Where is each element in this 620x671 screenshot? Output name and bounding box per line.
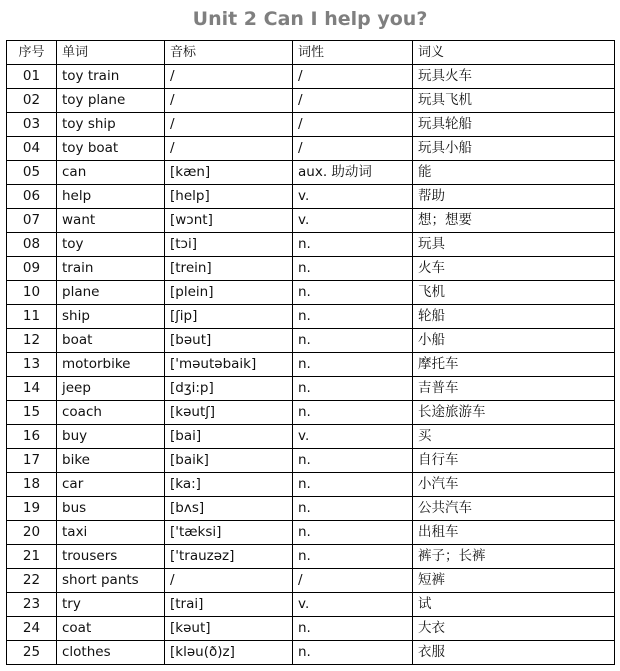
cell-phonetic: /	[165, 137, 293, 161]
cell-word: trousers	[57, 545, 165, 569]
cell-num: 12	[7, 329, 57, 353]
cell-num: 01	[7, 65, 57, 89]
cell-num: 10	[7, 281, 57, 305]
cell-word: boat	[57, 329, 165, 353]
cell-meaning: 自行车	[413, 449, 615, 473]
cell-num: 06	[7, 185, 57, 209]
cell-num: 07	[7, 209, 57, 233]
table-row	[7, 377, 615, 401]
cell-phonetic: [kəutʃ]	[165, 401, 293, 425]
table-row	[7, 161, 615, 185]
table-row	[7, 401, 615, 425]
page-title: Unit 2 Can I help you?	[192, 8, 428, 30]
cell-pos: /	[293, 113, 413, 137]
cell-phonetic: [tɔi]	[165, 233, 293, 257]
cell-meaning: 玩具轮船	[413, 113, 615, 137]
cell-pos: n.	[293, 329, 413, 353]
cell-num: 20	[7, 521, 57, 545]
cell-meaning: 衣服	[413, 641, 615, 665]
cell-phonetic: ['trauzəz]	[165, 545, 293, 569]
cell-pos: v.	[293, 593, 413, 617]
table-row	[7, 329, 615, 353]
cell-phonetic: [baik]	[165, 449, 293, 473]
cell-pos: n.	[293, 401, 413, 425]
cell-pos: n.	[293, 377, 413, 401]
table-row	[7, 281, 615, 305]
cell-meaning: 试	[413, 593, 615, 617]
cell-phonetic: [help]	[165, 185, 293, 209]
cell-pos: n.	[293, 449, 413, 473]
cell-word: help	[57, 185, 165, 209]
cell-phonetic: /	[165, 65, 293, 89]
cell-meaning: 玩具火车	[413, 65, 615, 89]
cell-num: 18	[7, 473, 57, 497]
cell-meaning: 玩具	[413, 233, 615, 257]
cell-meaning: 买	[413, 425, 615, 449]
table-row	[7, 185, 615, 209]
table-row	[7, 257, 615, 281]
cell-pos: n.	[293, 353, 413, 377]
cell-word: can	[57, 161, 165, 185]
cell-num: 14	[7, 377, 57, 401]
cell-meaning: 玩具飞机	[413, 89, 615, 113]
cell-meaning: 能	[413, 161, 615, 185]
cell-word: train	[57, 257, 165, 281]
cell-pos: v.	[293, 425, 413, 449]
cell-word: taxi	[57, 521, 165, 545]
cell-word: toy boat	[57, 137, 165, 161]
vocabulary-table	[6, 40, 615, 665]
table-header-row	[7, 41, 615, 65]
table-row	[7, 617, 615, 641]
table-row	[7, 65, 615, 89]
cell-phonetic: /	[165, 113, 293, 137]
header-word: 单词	[57, 41, 165, 65]
cell-phonetic: [bʌs]	[165, 497, 293, 521]
cell-word: toy plane	[57, 89, 165, 113]
cell-pos: n.	[293, 305, 413, 329]
table-row	[7, 593, 615, 617]
cell-word: jeep	[57, 377, 165, 401]
cell-phonetic: [kləu(ð)z]	[165, 641, 293, 665]
table-row	[7, 305, 615, 329]
cell-meaning: 小船	[413, 329, 615, 353]
cell-pos: /	[293, 65, 413, 89]
cell-pos: n.	[293, 545, 413, 569]
table-body	[7, 65, 615, 665]
table-row	[7, 137, 615, 161]
cell-meaning: 想；想要	[413, 209, 615, 233]
cell-num: 03	[7, 113, 57, 137]
cell-phonetic: /	[165, 89, 293, 113]
cell-num: 08	[7, 233, 57, 257]
cell-num: 13	[7, 353, 57, 377]
header-num: 序号	[7, 41, 57, 65]
cell-word: toy ship	[57, 113, 165, 137]
cell-phonetic: /	[165, 569, 293, 593]
cell-num: 16	[7, 425, 57, 449]
cell-phonetic: [ka:]	[165, 473, 293, 497]
table-row	[7, 545, 615, 569]
table-row	[7, 569, 615, 593]
cell-phonetic: [dʒi:p]	[165, 377, 293, 401]
table-row	[7, 641, 615, 665]
table-row	[7, 425, 615, 449]
table-row	[7, 113, 615, 137]
cell-word: clothes	[57, 641, 165, 665]
cell-meaning: 玩具小船	[413, 137, 615, 161]
cell-meaning: 摩托车	[413, 353, 615, 377]
cell-meaning: 帮助	[413, 185, 615, 209]
table-row	[7, 209, 615, 233]
cell-num: 11	[7, 305, 57, 329]
cell-meaning: 小汽车	[413, 473, 615, 497]
cell-word: toy	[57, 233, 165, 257]
cell-num: 04	[7, 137, 57, 161]
table-row	[7, 521, 615, 545]
cell-num: 24	[7, 617, 57, 641]
cell-pos: n.	[293, 281, 413, 305]
cell-pos: n.	[293, 521, 413, 545]
cell-pos: n.	[293, 473, 413, 497]
cell-pos: /	[293, 137, 413, 161]
cell-word: short pants	[57, 569, 165, 593]
cell-num: 05	[7, 161, 57, 185]
cell-word: motorbike	[57, 353, 165, 377]
cell-num: 19	[7, 497, 57, 521]
cell-pos: n.	[293, 641, 413, 665]
cell-phonetic: [wɔnt]	[165, 209, 293, 233]
cell-num: 25	[7, 641, 57, 665]
cell-meaning: 公共汽车	[413, 497, 615, 521]
cell-word: car	[57, 473, 165, 497]
cell-meaning: 裤子；长裤	[413, 545, 615, 569]
header-phonetic: 音标	[165, 41, 293, 65]
cell-num: 15	[7, 401, 57, 425]
cell-word: want	[57, 209, 165, 233]
cell-word: toy train	[57, 65, 165, 89]
cell-meaning: 吉普车	[413, 377, 615, 401]
cell-word: coach	[57, 401, 165, 425]
cell-phonetic: ['tæksi]	[165, 521, 293, 545]
cell-pos: v.	[293, 185, 413, 209]
cell-word: buy	[57, 425, 165, 449]
header-meaning: 词义	[413, 41, 615, 65]
cell-pos: n.	[293, 617, 413, 641]
table-row	[7, 497, 615, 521]
cell-meaning: 长途旅游车	[413, 401, 615, 425]
cell-meaning: 飞机	[413, 281, 615, 305]
cell-pos: n.	[293, 233, 413, 257]
cell-phonetic: [trein]	[165, 257, 293, 281]
cell-meaning: 短裤	[413, 569, 615, 593]
cell-word: bus	[57, 497, 165, 521]
cell-phonetic: [bai]	[165, 425, 293, 449]
table-row	[7, 353, 615, 377]
cell-word: plane	[57, 281, 165, 305]
cell-phonetic: ['məutəbaik]	[165, 353, 293, 377]
cell-meaning: 出租车	[413, 521, 615, 545]
cell-phonetic: [kəut]	[165, 617, 293, 641]
cell-num: 17	[7, 449, 57, 473]
cell-pos: n.	[293, 497, 413, 521]
cell-word: ship	[57, 305, 165, 329]
cell-pos: /	[293, 569, 413, 593]
table-row	[7, 473, 615, 497]
cell-pos: aux. 助动词	[293, 161, 413, 185]
cell-phonetic: [kæn]	[165, 161, 293, 185]
cell-phonetic: [plein]	[165, 281, 293, 305]
cell-num: 02	[7, 89, 57, 113]
cell-word: try	[57, 593, 165, 617]
table-row	[7, 449, 615, 473]
cell-phonetic: [ʃip]	[165, 305, 293, 329]
cell-num: 23	[7, 593, 57, 617]
table-row	[7, 89, 615, 113]
cell-phonetic: [trai]	[165, 593, 293, 617]
table-row	[7, 233, 615, 257]
cell-num: 09	[7, 257, 57, 281]
cell-meaning: 轮船	[413, 305, 615, 329]
cell-pos: n.	[293, 257, 413, 281]
cell-num: 22	[7, 569, 57, 593]
cell-pos: v.	[293, 209, 413, 233]
cell-pos: /	[293, 89, 413, 113]
cell-meaning: 火车	[413, 257, 615, 281]
cell-word: coat	[57, 617, 165, 641]
cell-meaning: 大衣	[413, 617, 615, 641]
cell-num: 21	[7, 545, 57, 569]
cell-word: bike	[57, 449, 165, 473]
header-pos: 词性	[293, 41, 413, 65]
cell-phonetic: [bəut]	[165, 329, 293, 353]
